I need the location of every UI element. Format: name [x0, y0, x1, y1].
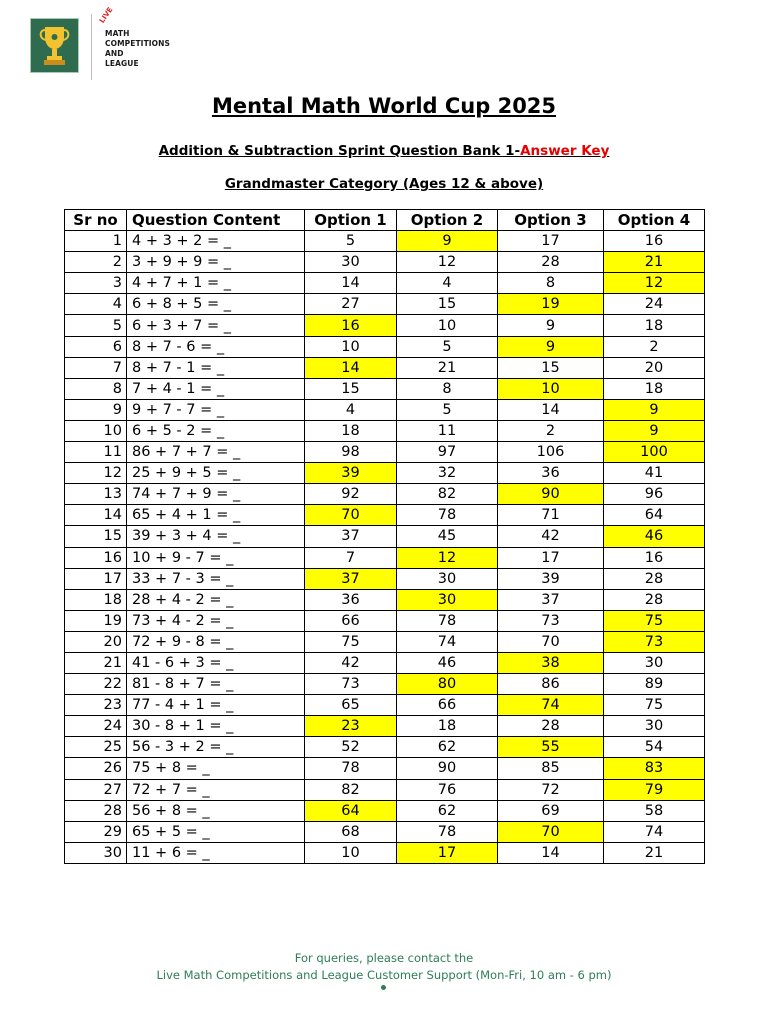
- table-row: [65, 737, 705, 758]
- correct-answer-cell: 12: [604, 273, 705, 294]
- row-number: 23: [65, 695, 127, 716]
- header-option-2: Option 2: [397, 210, 498, 231]
- table-row: [65, 294, 705, 315]
- logo-line: MATH: [105, 29, 130, 38]
- page-title: Mental Math World Cup 2025: [211, 94, 557, 118]
- header-option-3: Option 3: [498, 210, 604, 231]
- option-cell: 2: [498, 420, 604, 441]
- table-row: [65, 800, 705, 821]
- option-cell: 15: [498, 357, 604, 378]
- table-row: [65, 231, 705, 252]
- subtitle-main: Addition & Subtraction Sprint Question Bank 1-: [158, 143, 521, 159]
- correct-answer-cell: 38: [498, 652, 604, 673]
- option-cell: 8: [397, 378, 498, 399]
- table-row: [65, 695, 705, 716]
- option-cell: 75: [604, 695, 705, 716]
- table-row: [65, 821, 705, 842]
- logo-live-text: LIVE: [98, 5, 115, 25]
- table-row: [65, 652, 705, 673]
- question-cell: 65 + 5 = _: [127, 821, 305, 842]
- row-number: 27: [65, 779, 127, 800]
- question-cell: 11 + 6 = _: [127, 842, 305, 863]
- table-row: [65, 568, 705, 589]
- option-cell: 2: [604, 336, 705, 357]
- table-row: [65, 779, 705, 800]
- correct-answer-cell: 9: [604, 399, 705, 420]
- correct-answer-cell: 23: [305, 716, 397, 737]
- option-cell: 66: [305, 610, 397, 631]
- question-cell: 3 + 9 + 9 = _: [127, 252, 305, 273]
- row-number: 1: [65, 231, 127, 252]
- question-cell: 72 + 7 = _: [127, 779, 305, 800]
- row-number: 18: [65, 589, 127, 610]
- table-row: [65, 442, 705, 463]
- option-cell: 45: [397, 526, 498, 547]
- question-cell: 73 + 4 - 2 = _: [127, 610, 305, 631]
- correct-answer-cell: 70: [498, 821, 604, 842]
- correct-answer-cell: 16: [305, 315, 397, 336]
- correct-answer-cell: 37: [305, 568, 397, 589]
- row-number: 17: [65, 568, 127, 589]
- table-header-row: [65, 210, 705, 231]
- correct-answer-cell: 100: [604, 442, 705, 463]
- page-subtitle: [0, 143, 768, 159]
- option-cell: 74: [397, 631, 498, 652]
- question-cell: 28 + 4 - 2 = _: [127, 589, 305, 610]
- option-cell: 15: [397, 294, 498, 315]
- option-cell: 64: [604, 505, 705, 526]
- correct-answer-cell: 55: [498, 737, 604, 758]
- option-cell: 7: [305, 547, 397, 568]
- question-cell: 8 + 7 - 1 = _: [127, 357, 305, 378]
- table-row: [65, 378, 705, 399]
- option-cell: 28: [604, 589, 705, 610]
- table-row: [65, 484, 705, 505]
- table-row: [65, 716, 705, 737]
- option-cell: 15: [305, 378, 397, 399]
- option-cell: 28: [498, 252, 604, 273]
- row-number: 14: [65, 505, 127, 526]
- option-cell: 39: [498, 568, 604, 589]
- option-cell: 62: [397, 737, 498, 758]
- option-cell: 74: [604, 821, 705, 842]
- option-cell: 106: [498, 442, 604, 463]
- logo-wordmark: [105, 29, 170, 69]
- option-cell: 72: [498, 779, 604, 800]
- option-cell: 24: [604, 294, 705, 315]
- option-cell: 18: [305, 420, 397, 441]
- option-cell: 58: [604, 800, 705, 821]
- row-number: 12: [65, 463, 127, 484]
- option-cell: 14: [305, 273, 397, 294]
- question-cell: 81 - 8 + 7 = _: [127, 674, 305, 695]
- header-sr-no: Sr no: [65, 210, 127, 231]
- option-cell: 8: [498, 273, 604, 294]
- correct-answer-cell: 9: [498, 336, 604, 357]
- table-row: [65, 547, 705, 568]
- option-cell: 21: [604, 842, 705, 863]
- option-cell: 86: [498, 674, 604, 695]
- question-cell: 6 + 3 + 7 = _: [127, 315, 305, 336]
- option-cell: 66: [397, 695, 498, 716]
- row-number: 29: [65, 821, 127, 842]
- option-cell: 78: [397, 821, 498, 842]
- option-cell: 14: [498, 842, 604, 863]
- question-cell: 39 + 3 + 4 = _: [127, 526, 305, 547]
- question-cell: 6 + 5 - 2 = _: [127, 420, 305, 441]
- option-cell: 11: [397, 420, 498, 441]
- logo-badge: [30, 18, 79, 73]
- option-cell: 62: [397, 800, 498, 821]
- table-row: [65, 463, 705, 484]
- option-cell: 30: [305, 252, 397, 273]
- correct-answer-cell: 9: [604, 420, 705, 441]
- row-number: 2: [65, 252, 127, 273]
- row-number: 21: [65, 652, 127, 673]
- option-cell: 73: [498, 610, 604, 631]
- option-cell: 18: [397, 716, 498, 737]
- option-cell: 68: [305, 821, 397, 842]
- footer-contact: [0, 950, 768, 984]
- option-cell: 82: [305, 779, 397, 800]
- row-number: 6: [65, 336, 127, 357]
- option-cell: 92: [305, 484, 397, 505]
- logo-line: COMPETITIONS: [105, 39, 171, 48]
- option-cell: 27: [305, 294, 397, 315]
- table-row: [65, 631, 705, 652]
- option-cell: 98: [305, 442, 397, 463]
- option-cell: 76: [397, 779, 498, 800]
- correct-answer-cell: 17: [397, 842, 498, 863]
- option-cell: 9: [498, 315, 604, 336]
- option-cell: 46: [397, 652, 498, 673]
- question-cell: 77 - 4 + 1 = _: [127, 695, 305, 716]
- row-number: 7: [65, 357, 127, 378]
- row-number: 20: [65, 631, 127, 652]
- option-cell: 4: [397, 273, 498, 294]
- question-cell: 6 + 8 + 5 = _: [127, 294, 305, 315]
- correct-answer-cell: 79: [604, 779, 705, 800]
- option-cell: 52: [305, 737, 397, 758]
- table-row: [65, 357, 705, 378]
- answer-key-table: [64, 209, 705, 864]
- option-cell: 28: [604, 568, 705, 589]
- correct-answer-cell: 14: [305, 357, 397, 378]
- option-cell: 54: [604, 737, 705, 758]
- logo-line: AND: [105, 49, 124, 58]
- option-cell: 30: [604, 716, 705, 737]
- question-cell: 4 + 7 + 1 = _: [127, 273, 305, 294]
- table-row: [65, 420, 705, 441]
- option-cell: 89: [604, 674, 705, 695]
- correct-answer-cell: 10: [498, 378, 604, 399]
- option-cell: 16: [604, 231, 705, 252]
- option-cell: 17: [498, 547, 604, 568]
- correct-answer-cell: 39: [305, 463, 397, 484]
- row-number: 13: [65, 484, 127, 505]
- question-cell: 56 - 3 + 2 = _: [127, 737, 305, 758]
- row-number: 26: [65, 758, 127, 779]
- option-cell: 5: [397, 399, 498, 420]
- option-cell: 37: [498, 589, 604, 610]
- option-cell: 82: [397, 484, 498, 505]
- row-number: 24: [65, 716, 127, 737]
- row-number: 15: [65, 526, 127, 547]
- option-cell: 10: [305, 842, 397, 863]
- question-cell: 74 + 7 + 9 = _: [127, 484, 305, 505]
- table-row: [65, 273, 705, 294]
- question-cell: 25 + 9 + 5 = _: [127, 463, 305, 484]
- correct-answer-cell: 73: [604, 631, 705, 652]
- option-cell: 73: [305, 674, 397, 695]
- question-cell: 33 + 7 - 3 = _: [127, 568, 305, 589]
- option-cell: 28: [498, 716, 604, 737]
- row-number: 19: [65, 610, 127, 631]
- correct-answer-cell: 83: [604, 758, 705, 779]
- option-cell: 78: [397, 610, 498, 631]
- option-cell: 4: [305, 399, 397, 420]
- category-heading: Grandmaster Category (Ages 12 & above): [224, 176, 544, 192]
- option-cell: 12: [397, 252, 498, 273]
- question-cell: 86 + 7 + 7 = _: [127, 442, 305, 463]
- row-number: 10: [65, 420, 127, 441]
- option-cell: 36: [498, 463, 604, 484]
- table-row: [65, 589, 705, 610]
- option-cell: 36: [305, 589, 397, 610]
- option-cell: 10: [305, 336, 397, 357]
- question-cell: 4 + 3 + 2 = _: [127, 231, 305, 252]
- option-cell: 41: [604, 463, 705, 484]
- question-cell: 72 + 9 - 8 = _: [127, 631, 305, 652]
- question-cell: 41 - 6 + 3 = _: [127, 652, 305, 673]
- table-row: [65, 505, 705, 526]
- correct-answer-cell: 12: [397, 547, 498, 568]
- option-cell: 65: [305, 695, 397, 716]
- option-cell: 5: [397, 336, 498, 357]
- option-cell: 97: [397, 442, 498, 463]
- subtitle-answer-key: Answer Key: [520, 143, 610, 159]
- row-number: 16: [65, 547, 127, 568]
- option-cell: 30: [397, 568, 498, 589]
- option-cell: 14: [498, 399, 604, 420]
- option-cell: 78: [305, 758, 397, 779]
- question-cell: 7 + 4 - 1 = _: [127, 378, 305, 399]
- correct-answer-cell: 75: [604, 610, 705, 631]
- question-cell: 10 + 9 - 7 = _: [127, 547, 305, 568]
- option-cell: 37: [305, 526, 397, 547]
- correct-answer-cell: 70: [305, 505, 397, 526]
- table-row: [65, 758, 705, 779]
- correct-answer-cell: 9: [397, 231, 498, 252]
- logo-divider: [91, 14, 92, 80]
- footer-line-2: Live Math Competitions and League Customer Support (Mon-Fri, 10 am - 6 pm): [156, 968, 612, 982]
- table-row: [65, 399, 705, 420]
- row-number: 22: [65, 674, 127, 695]
- table-row: [65, 315, 705, 336]
- option-cell: 5: [305, 231, 397, 252]
- logo-line: LEAGUE: [105, 59, 139, 68]
- option-cell: 42: [305, 652, 397, 673]
- option-cell: 96: [604, 484, 705, 505]
- question-cell: 75 + 8 = _: [127, 758, 305, 779]
- row-number: 9: [65, 399, 127, 420]
- correct-answer-cell: 90: [498, 484, 604, 505]
- header-option-4: Option 4: [604, 210, 705, 231]
- option-cell: 30: [604, 652, 705, 673]
- row-number: 5: [65, 315, 127, 336]
- option-cell: 90: [397, 758, 498, 779]
- option-cell: 42: [498, 526, 604, 547]
- correct-answer-cell: 19: [498, 294, 604, 315]
- trophy-icon: [31, 19, 78, 72]
- option-cell: 20: [604, 357, 705, 378]
- question-cell: 9 + 7 - 7 = _: [127, 399, 305, 420]
- option-cell: 16: [604, 547, 705, 568]
- row-number: 4: [65, 294, 127, 315]
- table-row: [65, 674, 705, 695]
- option-cell: 21: [397, 357, 498, 378]
- correct-answer-cell: 74: [498, 695, 604, 716]
- row-number: 28: [65, 800, 127, 821]
- question-cell: 56 + 8 = _: [127, 800, 305, 821]
- header-option-1: Option 1: [305, 210, 397, 231]
- header-question: Question Content: [127, 210, 305, 231]
- footer-bullet: [381, 985, 386, 990]
- table-row: [65, 842, 705, 863]
- option-cell: 71: [498, 505, 604, 526]
- row-number: 11: [65, 442, 127, 463]
- correct-answer-cell: 46: [604, 526, 705, 547]
- row-number: 30: [65, 842, 127, 863]
- option-cell: 18: [604, 315, 705, 336]
- question-cell: 65 + 4 + 1 = _: [127, 505, 305, 526]
- option-cell: 18: [604, 378, 705, 399]
- correct-answer-cell: 64: [305, 800, 397, 821]
- table-row: [65, 526, 705, 547]
- question-cell: 8 + 7 - 6 = _: [127, 336, 305, 357]
- option-cell: 69: [498, 800, 604, 821]
- option-cell: 85: [498, 758, 604, 779]
- option-cell: 75: [305, 631, 397, 652]
- option-cell: 17: [498, 231, 604, 252]
- footer-line-1: For queries, please contact the: [294, 951, 474, 965]
- row-number: 8: [65, 378, 127, 399]
- option-cell: 78: [397, 505, 498, 526]
- correct-answer-cell: 30: [397, 589, 498, 610]
- option-cell: 70: [498, 631, 604, 652]
- table-row: [65, 252, 705, 273]
- table-row: [65, 610, 705, 631]
- row-number: 3: [65, 273, 127, 294]
- option-cell: 10: [397, 315, 498, 336]
- correct-answer-cell: 80: [397, 674, 498, 695]
- table-row: [65, 336, 705, 357]
- option-cell: 32: [397, 463, 498, 484]
- question-cell: 30 - 8 + 1 = _: [127, 716, 305, 737]
- correct-answer-cell: 21: [604, 252, 705, 273]
- row-number: 25: [65, 737, 127, 758]
